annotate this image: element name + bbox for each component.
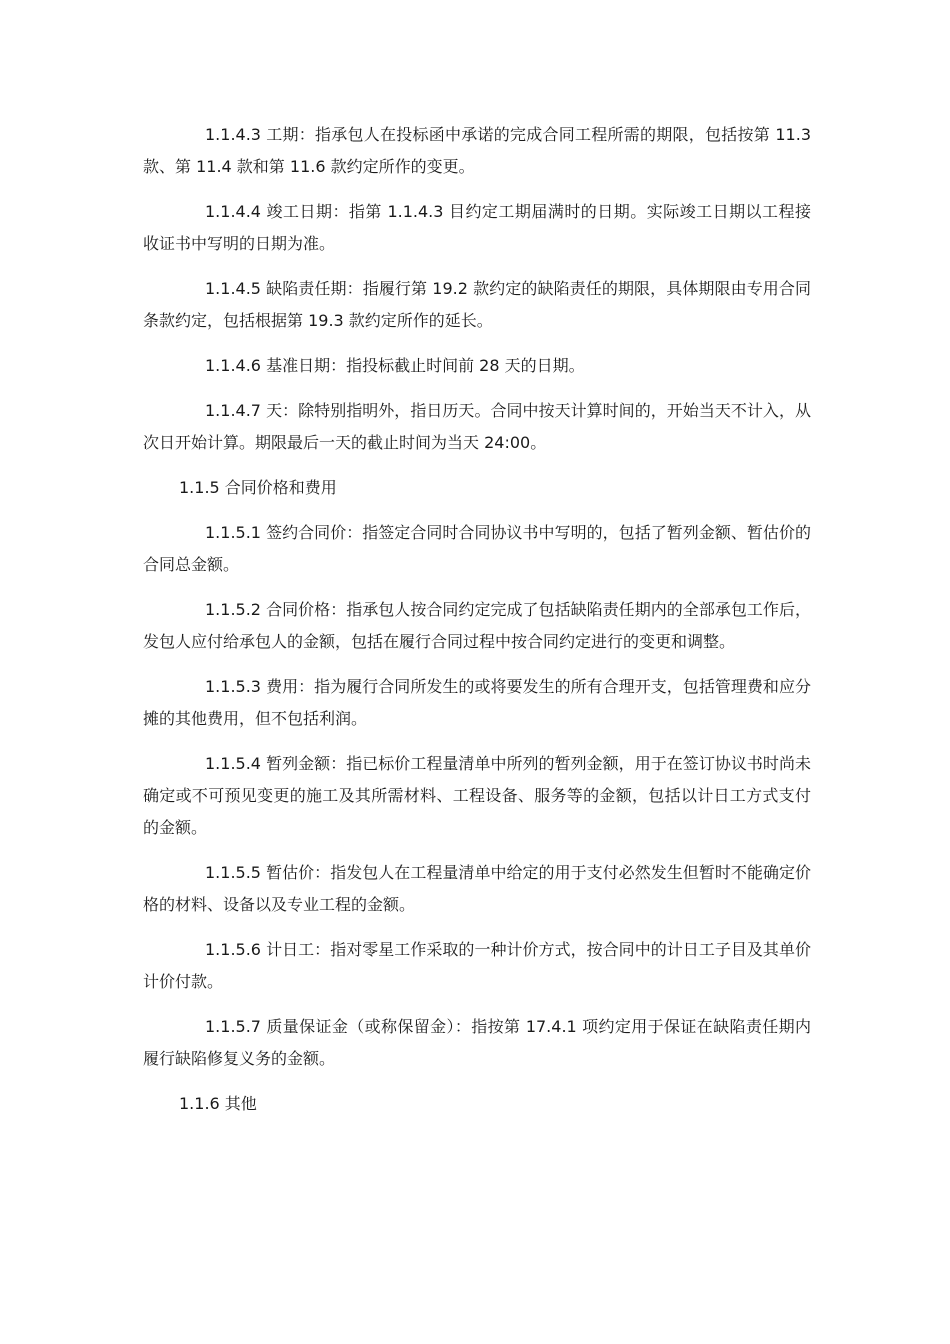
clause-1-1-5-1: 1.1.5.1 签约合同价：指签定合同时合同协议书中写明的，包括了暂列金额、暂估价的合同总金额。 [143, 523, 811, 574]
section-heading-1-1-6: 1.1.6 其他 [179, 1094, 257, 1113]
clause-1-1-4-6: 1.1.4.6 基准日期：指投标截止时间前 28 天的日期。 [205, 356, 585, 375]
clause-1-1-5-3: 1.1.5.3 费用：指为履行合同所发生的或将要发生的所有合理开支，包括管理费和应分摊的其他费用，但不包括利润。 [143, 677, 811, 728]
clause-1-1-4-3: 1.1.4.3 工期：指承包人在投标函中承诺的完成合同工程所需的期限，包括按第 11.3 款、第 11.4 款和第 11.6 款约定所作的变更。 [143, 125, 811, 176]
document-body [143, 119, 811, 1133]
clause-1-1-4-5: 1.1.4.5 缺陷责任期：指履行第 19.2 款约定的缺陷责任的期限，具体期限由专用合同条款约定，包括根据第 19.3 款约定所作的延长。 [143, 279, 811, 330]
clause-1-1-5-2: 1.1.5.2 合同价格：指承包人按合同约定完成了包括缺陷责任期内的全部承包工作后，发包人应付给承包人的金额，包括在履行合同过程中按合同约定进行的变更和调整。 [143, 600, 811, 651]
clause-1-1-5-5: 1.1.5.5 暂估价：指发包人在工程量清单中给定的用于支付必然发生但暂时不能确定价格的材料、设备以及专业工程的金额。 [143, 863, 811, 914]
clause-1-1-4-7: 1.1.4.7 天：除特别指明外，指日历天。合同中按天计算时间的，开始当天不计入，从次日开始计算。期限最后一天的截止时间为当天 24:00。 [143, 401, 811, 452]
clause-1-1-5-4: 1.1.5.4 暂列金额：指已标价工程量清单中所列的暂列金额，用于在签订协议书时尚未确定或不可预见变更的施工及其所需材料、工程设备、服务等的金额，包括以计日工方式支付的金额。 [143, 754, 811, 837]
clause-1-1-5-7: 1.1.5.7 质量保证金（或称保留金）：指按第 17.4.1 项约定用于保证在缺陷责任期内履行缺陷修复义务的金额。 [143, 1017, 811, 1068]
clause-1-1-5-6: 1.1.5.6 计日工：指对零星工作采取的一种计价方式，按合同中的计日工子目及其单价计价付款。 [143, 940, 811, 991]
section-heading-1-1-5: 1.1.5 合同价格和费用 [179, 478, 337, 497]
clause-1-1-4-4: 1.1.4.4 竣工日期：指第 1.1.4.3 目约定工期届满时的日期。实际竣工日期以工程接收证书中写明的日期为准。 [143, 202, 811, 253]
